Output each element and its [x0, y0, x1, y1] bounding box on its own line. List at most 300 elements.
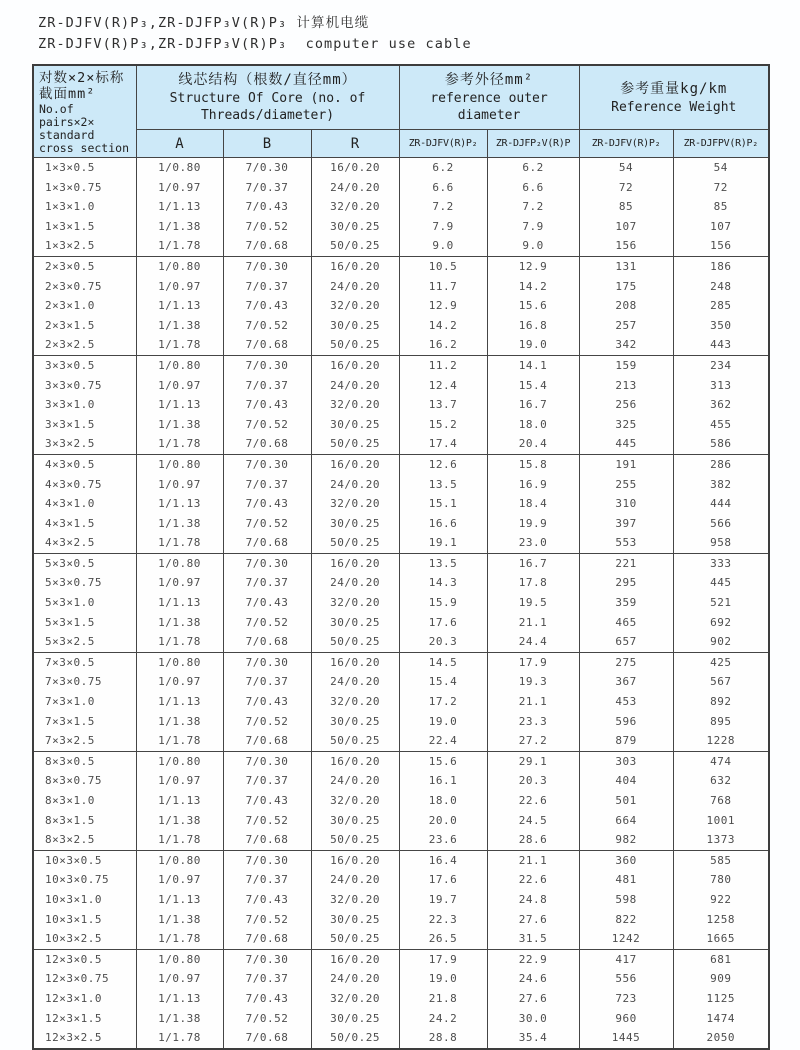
table-row [33, 613, 769, 633]
cell-core-r: 50/0.25 [311, 731, 399, 751]
table-row [33, 712, 769, 732]
cell-wt-djfpv: 445 [673, 573, 769, 593]
header-core-cn: 线芯结构（根数/直径mm） [178, 72, 357, 89]
title-line-1: ZR-DJFV(R)P₃,ZR-DJFP₃V(R)P₃ 计算机电缆 [38, 15, 370, 31]
cell-od-djfv: 13.5 [399, 475, 487, 495]
cell-wt-djfpv: 567 [673, 672, 769, 692]
header-wt-cn: 参考重量kg/km [620, 80, 728, 97]
table-row [33, 731, 769, 751]
cell-core-b: 7/0.68 [223, 335, 311, 355]
cell-core-a: 1/1.13 [136, 593, 223, 613]
cell-spec: 4×3×0.5 [33, 454, 136, 474]
table-row [33, 197, 769, 217]
cell-od-djfp3v: 31.5 [487, 929, 579, 949]
header-od-model-djfpv: ZR-DJFP₂V(R)P [487, 130, 579, 158]
cell-od-djfv: 11.7 [399, 277, 487, 297]
spec-group-2 [33, 256, 769, 355]
cell-od-djfv: 15.1 [399, 494, 487, 514]
cell-od-djfp3v: 23.0 [487, 533, 579, 553]
table-row [33, 1028, 769, 1049]
cell-core-a: 1/0.80 [136, 158, 223, 178]
cell-spec: 1×3×2.5 [33, 236, 136, 256]
cell-core-r: 32/0.20 [311, 692, 399, 712]
cell-wt-djfv: 1242 [579, 929, 673, 949]
cell-spec: 4×3×1.5 [33, 514, 136, 534]
cell-core-a: 1/1.13 [136, 692, 223, 712]
cell-core-r: 30/0.25 [311, 1009, 399, 1029]
cell-wt-djfv: 367 [579, 672, 673, 692]
cell-wt-djfv: 453 [579, 692, 673, 712]
cell-wt-djfpv: 186 [673, 256, 769, 276]
cell-core-r: 30/0.25 [311, 811, 399, 831]
cell-core-r: 50/0.25 [311, 929, 399, 949]
cell-spec: 4×3×1.0 [33, 494, 136, 514]
cell-core-a: 1/1.13 [136, 494, 223, 514]
cell-wt-djfpv: 234 [673, 355, 769, 375]
cell-spec: 1×3×0.5 [33, 158, 136, 178]
cell-wt-djfv: 465 [579, 613, 673, 633]
cell-core-a: 1/1.38 [136, 415, 223, 435]
cell-core-b: 7/0.30 [223, 158, 311, 178]
cell-od-djfv: 11.2 [399, 355, 487, 375]
cell-core-r: 30/0.25 [311, 712, 399, 732]
header-pairs-cross-section [33, 65, 136, 158]
table-row [33, 335, 769, 355]
table-row [33, 949, 769, 969]
cell-wt-djfv: 556 [579, 969, 673, 989]
cell-od-djfv: 19.7 [399, 890, 487, 910]
table-row [33, 475, 769, 495]
cell-core-a: 1/1.13 [136, 197, 223, 217]
cell-core-a: 1/0.80 [136, 751, 223, 771]
cell-wt-djfpv: 586 [673, 434, 769, 454]
cell-core-a: 1/1.13 [136, 989, 223, 1009]
cell-wt-djfpv: 285 [673, 296, 769, 316]
cell-od-djfv: 21.8 [399, 989, 487, 1009]
cell-wt-djfpv: 248 [673, 277, 769, 297]
cell-spec: 3×3×0.75 [33, 376, 136, 396]
cell-od-djfv: 16.4 [399, 850, 487, 870]
cell-wt-djfv: 295 [579, 573, 673, 593]
cell-core-a: 1/0.80 [136, 355, 223, 375]
cell-core-r: 24/0.20 [311, 870, 399, 890]
cell-core-a: 1/0.97 [136, 573, 223, 593]
cell-wt-djfpv: 362 [673, 395, 769, 415]
table-row [33, 593, 769, 613]
cell-spec: 3×3×0.5 [33, 355, 136, 375]
cell-od-djfv: 22.3 [399, 910, 487, 930]
cell-od-djfp3v: 18.4 [487, 494, 579, 514]
cell-spec: 7×3×0.5 [33, 652, 136, 672]
cell-wt-djfv: 417 [579, 949, 673, 969]
cell-core-r: 32/0.20 [311, 989, 399, 1009]
cell-od-djfv: 14.2 [399, 316, 487, 336]
table-row [33, 415, 769, 435]
cell-core-a: 1/1.13 [136, 791, 223, 811]
cell-core-r: 24/0.20 [311, 376, 399, 396]
cell-core-r: 50/0.25 [311, 434, 399, 454]
cell-wt-djfv: 657 [579, 632, 673, 652]
cell-core-r: 16/0.20 [311, 850, 399, 870]
cell-od-djfp3v: 7.2 [487, 197, 579, 217]
cell-od-djfv: 19.0 [399, 712, 487, 732]
cell-wt-djfv: 445 [579, 434, 673, 454]
header-pairs-en: No.of pairs×2× standard cross section [39, 102, 130, 155]
cell-core-b: 7/0.30 [223, 454, 311, 474]
cell-spec: 5×3×2.5 [33, 632, 136, 652]
table-row [33, 533, 769, 553]
cell-core-r: 50/0.25 [311, 236, 399, 256]
cell-core-r: 32/0.20 [311, 890, 399, 910]
header-core-a: A [136, 130, 223, 158]
table-row [33, 454, 769, 474]
cell-spec: 12×3×1.5 [33, 1009, 136, 1029]
cell-wt-djfv: 159 [579, 355, 673, 375]
header-od-en: reference outer diameter [430, 91, 548, 124]
cell-core-r: 24/0.20 [311, 771, 399, 791]
cell-wt-djfpv: 585 [673, 850, 769, 870]
cell-core-r: 24/0.20 [311, 969, 399, 989]
cell-od-djfp3v: 6.6 [487, 178, 579, 198]
cell-core-b: 7/0.52 [223, 811, 311, 831]
cell-core-r: 24/0.20 [311, 475, 399, 495]
cell-od-djfp3v: 24.6 [487, 969, 579, 989]
cell-core-a: 1/1.78 [136, 632, 223, 652]
cell-od-djfp3v: 23.3 [487, 712, 579, 732]
cell-od-djfp3v: 24.8 [487, 890, 579, 910]
cell-od-djfp3v: 15.4 [487, 376, 579, 396]
cell-od-djfp3v: 22.6 [487, 870, 579, 890]
cell-od-djfv: 18.0 [399, 791, 487, 811]
cell-od-djfv: 6.6 [399, 178, 487, 198]
cell-od-djfv: 13.7 [399, 395, 487, 415]
cell-wt-djfpv: 455 [673, 415, 769, 435]
cell-spec: 3×3×2.5 [33, 434, 136, 454]
table-row [33, 573, 769, 593]
cell-wt-djfpv: 1125 [673, 989, 769, 1009]
cell-spec: 7×3×1.0 [33, 692, 136, 712]
cell-wt-djfpv: 313 [673, 376, 769, 396]
cell-wt-djfpv: 1228 [673, 731, 769, 751]
cell-core-b: 7/0.30 [223, 652, 311, 672]
cell-core-a: 1/1.78 [136, 335, 223, 355]
cell-wt-djfv: 822 [579, 910, 673, 930]
cell-od-djfv: 7.2 [399, 197, 487, 217]
cell-od-djfp3v: 14.2 [487, 277, 579, 297]
cell-core-b: 7/0.52 [223, 910, 311, 930]
header-wt-model-djfv: ZR-DJFV(R)P₂ [579, 130, 673, 158]
cell-od-djfp3v: 30.0 [487, 1009, 579, 1029]
cell-core-a: 1/0.97 [136, 771, 223, 791]
cell-od-djfv: 12.9 [399, 296, 487, 316]
cell-od-djfp3v: 24.5 [487, 811, 579, 831]
cell-od-djfp3v: 27.2 [487, 731, 579, 751]
cell-od-djfp3v: 21.1 [487, 850, 579, 870]
cell-core-b: 7/0.68 [223, 434, 311, 454]
cell-core-r: 16/0.20 [311, 949, 399, 969]
cell-core-a: 1/1.38 [136, 811, 223, 831]
cell-od-djfp3v: 16.7 [487, 395, 579, 415]
cell-wt-djfv: 360 [579, 850, 673, 870]
cell-core-a: 1/0.97 [136, 178, 223, 198]
cell-wt-djfv: 664 [579, 811, 673, 831]
header-wt-en: Reference Weight [611, 99, 737, 115]
cell-core-r: 16/0.20 [311, 751, 399, 771]
cell-od-djfv: 17.6 [399, 613, 487, 633]
cell-core-r: 32/0.20 [311, 791, 399, 811]
cell-spec: 2×3×1.5 [33, 316, 136, 336]
table-row [33, 672, 769, 692]
cell-core-a: 1/1.38 [136, 1009, 223, 1029]
cell-od-djfp3v: 17.9 [487, 652, 579, 672]
cell-spec: 5×3×1.0 [33, 593, 136, 613]
cell-od-djfv: 17.6 [399, 870, 487, 890]
cell-wt-djfpv: 72 [673, 178, 769, 198]
cell-wt-djfpv: 333 [673, 553, 769, 573]
cell-core-b: 7/0.52 [223, 712, 311, 732]
cell-od-djfp3v: 35.4 [487, 1028, 579, 1049]
table-row [33, 296, 769, 316]
table-row [33, 217, 769, 237]
table-row [33, 791, 769, 811]
cell-wt-djfpv: 692 [673, 613, 769, 633]
cell-wt-djfpv: 1258 [673, 910, 769, 930]
cell-core-b: 7/0.37 [223, 573, 311, 593]
cell-od-djfp3v: 19.9 [487, 514, 579, 534]
cell-core-a: 1/1.78 [136, 1028, 223, 1049]
spec-group-3 [33, 355, 769, 454]
cell-wt-djfv: 255 [579, 475, 673, 495]
cell-spec: 7×3×2.5 [33, 731, 136, 751]
cell-core-b: 7/0.43 [223, 791, 311, 811]
cell-od-djfv: 15.2 [399, 415, 487, 435]
cell-od-djfv: 12.6 [399, 454, 487, 474]
cell-od-djfv: 19.1 [399, 533, 487, 553]
cell-wt-djfpv: 382 [673, 475, 769, 495]
cell-wt-djfv: 397 [579, 514, 673, 534]
cell-wt-djfpv: 1373 [673, 830, 769, 850]
cell-wt-djfv: 303 [579, 751, 673, 771]
cell-core-b: 7/0.68 [223, 632, 311, 652]
cell-wt-djfv: 960 [579, 1009, 673, 1029]
cell-wt-djfpv: 350 [673, 316, 769, 336]
cell-spec: 3×3×1.5 [33, 415, 136, 435]
cell-od-djfp3v: 18.0 [487, 415, 579, 435]
cell-wt-djfv: 596 [579, 712, 673, 732]
cell-od-djfp3v: 15.6 [487, 296, 579, 316]
cell-core-r: 16/0.20 [311, 553, 399, 573]
cell-od-djfv: 14.3 [399, 573, 487, 593]
cell-wt-djfpv: 681 [673, 949, 769, 969]
cell-core-b: 7/0.43 [223, 494, 311, 514]
cell-core-b: 7/0.30 [223, 256, 311, 276]
cell-wt-djfv: 342 [579, 335, 673, 355]
cell-core-b: 7/0.68 [223, 929, 311, 949]
spec-group-7 [33, 751, 769, 850]
cell-od-djfp3v: 27.6 [487, 910, 579, 930]
cell-wt-djfv: 54 [579, 158, 673, 178]
cell-core-b: 7/0.30 [223, 850, 311, 870]
cell-spec: 10×3×1.5 [33, 910, 136, 930]
cell-od-djfv: 20.3 [399, 632, 487, 652]
cell-od-djfp3v: 9.0 [487, 236, 579, 256]
cell-od-djfp3v: 24.4 [487, 632, 579, 652]
cell-core-b: 7/0.43 [223, 197, 311, 217]
cell-core-b: 7/0.37 [223, 475, 311, 495]
cell-core-b: 7/0.43 [223, 395, 311, 415]
cell-wt-djfv: 191 [579, 454, 673, 474]
header-core-r: R [311, 130, 399, 158]
cell-spec: 10×3×0.75 [33, 870, 136, 890]
cell-od-djfp3v: 20.3 [487, 771, 579, 791]
cell-wt-djfpv: 1001 [673, 811, 769, 831]
table-row [33, 494, 769, 514]
table-row [33, 969, 769, 989]
cell-wt-djfpv: 909 [673, 969, 769, 989]
cell-od-djfv: 16.6 [399, 514, 487, 534]
cell-core-b: 7/0.37 [223, 376, 311, 396]
spec-group-6 [33, 652, 769, 751]
cell-spec: 8×3×2.5 [33, 830, 136, 850]
cell-od-djfv: 19.0 [399, 969, 487, 989]
cell-core-a: 1/1.78 [136, 533, 223, 553]
cell-core-a: 1/0.97 [136, 870, 223, 890]
cell-core-b: 7/0.43 [223, 890, 311, 910]
cell-core-a: 1/1.38 [136, 712, 223, 732]
cell-wt-djfpv: 566 [673, 514, 769, 534]
cell-core-a: 1/1.38 [136, 217, 223, 237]
table-row [33, 910, 769, 930]
cell-core-b: 7/0.37 [223, 178, 311, 198]
cell-od-djfv: 24.2 [399, 1009, 487, 1029]
cell-od-djfp3v: 14.1 [487, 355, 579, 375]
cell-wt-djfv: 325 [579, 415, 673, 435]
cell-wt-djfv: 501 [579, 791, 673, 811]
cell-core-a: 1/0.97 [136, 277, 223, 297]
cell-spec: 10×3×2.5 [33, 929, 136, 949]
cell-core-a: 1/0.80 [136, 256, 223, 276]
table-row [33, 751, 769, 771]
cell-core-b: 7/0.52 [223, 1009, 311, 1029]
table-row [33, 989, 769, 1009]
cell-od-djfv: 26.5 [399, 929, 487, 949]
cell-wt-djfv: 213 [579, 376, 673, 396]
cell-core-b: 7/0.52 [223, 217, 311, 237]
table-row [33, 355, 769, 375]
header-reference-weight [579, 65, 769, 130]
cell-wt-djfv: 131 [579, 256, 673, 276]
cell-core-r: 32/0.20 [311, 395, 399, 415]
cell-od-djfv: 17.2 [399, 692, 487, 712]
cell-spec: 12×3×0.75 [33, 969, 136, 989]
cell-spec: 4×3×0.75 [33, 475, 136, 495]
table-row [33, 395, 769, 415]
cell-od-djfp3v: 20.4 [487, 434, 579, 454]
header-core-b: B [223, 130, 311, 158]
cell-od-djfp3v: 19.0 [487, 335, 579, 355]
table-row [33, 1009, 769, 1029]
cell-wt-djfpv: 632 [673, 771, 769, 791]
cell-wt-djfv: 359 [579, 593, 673, 613]
cell-od-djfv: 17.4 [399, 434, 487, 454]
cell-core-r: 16/0.20 [311, 652, 399, 672]
cell-spec: 2×3×0.5 [33, 256, 136, 276]
spec-group-4 [33, 454, 769, 553]
cell-spec: 2×3×0.75 [33, 277, 136, 297]
table-row [33, 870, 769, 890]
cell-core-b: 7/0.37 [223, 870, 311, 890]
cell-od-djfp3v: 28.6 [487, 830, 579, 850]
cell-wt-djfpv: 1665 [673, 929, 769, 949]
cell-core-a: 1/1.78 [136, 830, 223, 850]
cell-core-a: 1/0.97 [136, 475, 223, 495]
cell-spec: 2×3×1.0 [33, 296, 136, 316]
table-row [33, 236, 769, 256]
cell-wt-djfpv: 922 [673, 890, 769, 910]
page-titles [38, 13, 472, 55]
cell-wt-djfpv: 902 [673, 632, 769, 652]
cell-wt-djfv: 553 [579, 533, 673, 553]
cell-wt-djfpv: 54 [673, 158, 769, 178]
cell-od-djfp3v: 29.1 [487, 751, 579, 771]
spec-group-9 [33, 949, 769, 1048]
cell-wt-djfv: 310 [579, 494, 673, 514]
cell-od-djfv: 7.9 [399, 217, 487, 237]
cell-od-djfv: 6.2 [399, 158, 487, 178]
cell-core-r: 50/0.25 [311, 632, 399, 652]
cell-core-r: 30/0.25 [311, 415, 399, 435]
cell-core-a: 1/0.80 [136, 850, 223, 870]
cell-spec: 8×3×1.5 [33, 811, 136, 831]
cell-spec: 1×3×1.0 [33, 197, 136, 217]
cell-core-b: 7/0.68 [223, 1028, 311, 1049]
cell-od-djfp3v: 22.6 [487, 791, 579, 811]
cell-wt-djfpv: 895 [673, 712, 769, 732]
table-row [33, 553, 769, 573]
cell-core-b: 7/0.30 [223, 553, 311, 573]
cell-core-r: 24/0.20 [311, 573, 399, 593]
spec-group-1 [33, 158, 769, 257]
cell-core-a: 1/1.78 [136, 731, 223, 751]
cell-core-a: 1/1.13 [136, 296, 223, 316]
cell-core-r: 32/0.20 [311, 197, 399, 217]
cell-od-djfp3v: 16.8 [487, 316, 579, 336]
cell-wt-djfv: 404 [579, 771, 673, 791]
cell-wt-djfv: 982 [579, 830, 673, 850]
cell-core-b: 7/0.30 [223, 751, 311, 771]
cell-core-b: 7/0.37 [223, 277, 311, 297]
cell-spec: 5×3×1.5 [33, 613, 136, 633]
cell-core-r: 50/0.25 [311, 1028, 399, 1049]
cell-od-djfv: 14.5 [399, 652, 487, 672]
cell-spec: 1×3×1.5 [33, 217, 136, 237]
cell-core-b: 7/0.30 [223, 355, 311, 375]
cell-wt-djfpv: 521 [673, 593, 769, 613]
cell-core-r: 32/0.20 [311, 494, 399, 514]
cell-spec: 5×3×0.5 [33, 553, 136, 573]
cell-od-djfv: 12.4 [399, 376, 487, 396]
cell-wt-djfpv: 443 [673, 335, 769, 355]
header-od-model-djfv: ZR-DJFV(R)P₂ [399, 130, 487, 158]
cell-wt-djfpv: 425 [673, 652, 769, 672]
cell-core-b: 7/0.68 [223, 830, 311, 850]
cell-spec: 10×3×0.5 [33, 850, 136, 870]
header-pairs-cn: 对数×2×标称截面mm² [39, 70, 125, 102]
cell-spec: 8×3×1.0 [33, 791, 136, 811]
cell-core-a: 1/1.38 [136, 613, 223, 633]
cell-core-a: 1/1.38 [136, 316, 223, 336]
header-outer-diameter [399, 65, 579, 130]
